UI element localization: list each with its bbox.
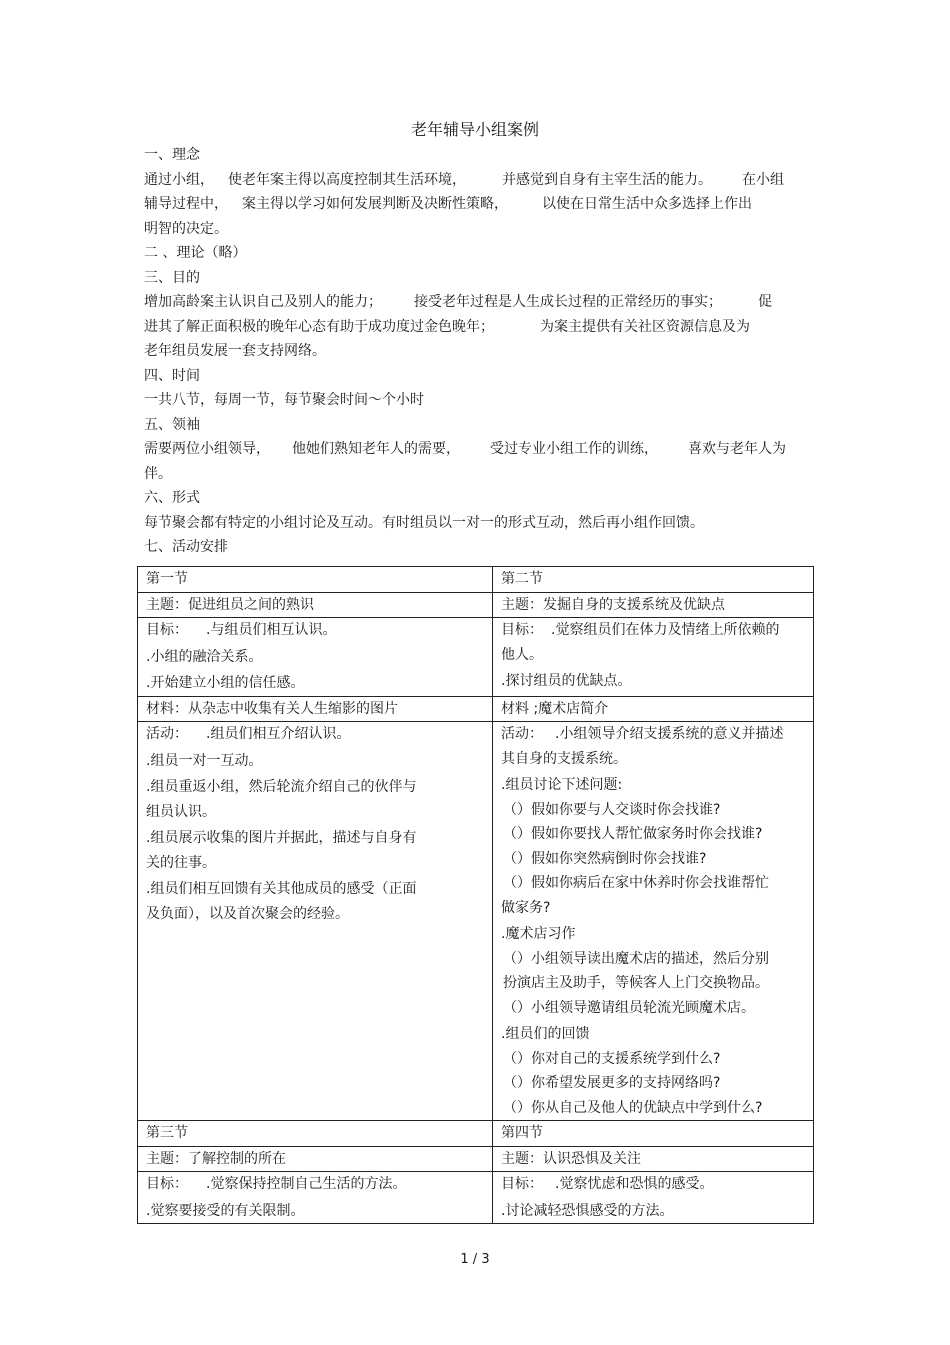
activity-line: （）假如你要找人帮忙做家务时你会找谁? [503, 826, 763, 842]
activity-line: .组员重返小组，然后轮流介绍自己的伙伴与 [146, 779, 417, 795]
goal-line: .开始建立小组的信任感。 [146, 675, 305, 691]
section-heading-leader: 五、领袖 [144, 416, 200, 433]
activity-text: .组员们相互介绍认识。 [206, 726, 351, 742]
document-body [144, 143, 810, 560]
session-1-theme: 主题：促进组员之间的熟识 [138, 592, 493, 618]
text-run: 喜欢与老年人为 [688, 441, 786, 457]
goal-line [146, 618, 486, 643]
text-run: 进其了解正面积极的晚年心态有助于成功度过金色晚年； [144, 318, 494, 335]
text-run: 在小组 [742, 171, 784, 188]
section-heading-theory: 二 、理论（略） [144, 245, 247, 261]
activity-line: 其自身的支援系统。 [501, 750, 627, 767]
goal-line: .讨论减轻恐惧感受的方法。 [501, 1202, 674, 1219]
activity-line: （）小组领导读出魔术店的描述，然后分别 [503, 950, 769, 967]
goal-paragraph [144, 290, 810, 364]
leader-paragraph [144, 437, 810, 486]
activity-line: 扮演店主及助手，等候客人上门交换物品。 [503, 975, 769, 991]
goal-label: 目标： [146, 622, 188, 638]
text-run: 促 [758, 294, 772, 310]
text-run: 受过专业小组工作的训练， [490, 441, 658, 457]
activity-text: .小组领导介绍支援系统的意义并描述 [555, 726, 784, 742]
section-heading-activity: 七、活动安排 [144, 539, 228, 555]
goal-text: .觉察忧虑和恐惧的感受。 [555, 1176, 714, 1192]
idea-paragraph [144, 168, 810, 242]
table-row [138, 696, 814, 722]
activity-line: 关的往事。 [146, 854, 216, 871]
session-1-goals [138, 618, 493, 697]
table-row [138, 567, 814, 593]
document-title: 老年辅导小组案例 [410, 120, 539, 139]
activity-line: 及负面），以及首次聚会的经验。 [146, 905, 349, 922]
activity-line: .组员一对一互动。 [146, 752, 263, 769]
goal-line: .觉察要接受的有关限制。 [146, 1202, 305, 1219]
table-row [138, 592, 814, 618]
goal-line: .小组的融洽关系。 [146, 648, 263, 665]
session-3-title: 第三节 [138, 1121, 493, 1147]
activity-line: （）你希望发展更多的支持网络吗? [503, 1075, 721, 1091]
goal-line [501, 618, 807, 643]
session-1-title: 第一节 [138, 567, 493, 593]
session-2-title: 第二节 [493, 567, 814, 593]
goal-label: 目标： [501, 622, 543, 638]
section-heading-form: 六、形式 [144, 490, 200, 506]
activity-line: （）小组领导邀请组员轮流光顾魔术店。 [503, 999, 755, 1016]
table-row [138, 1146, 814, 1172]
activity-line: （）你对自己的支援系统学到什么? [503, 1050, 721, 1067]
activity-label: 活动： [501, 726, 543, 742]
text-run: 以使在日常生活中众多选择上作出 [542, 196, 752, 212]
table-row [138, 1121, 814, 1147]
form-paragraph: 每节聚会都有特定的小组讨论及互动。有时组员以一对一的形式互动，然后再小组作回馈。 [144, 514, 704, 531]
text-run: 需要两位小组领导， [144, 441, 270, 457]
text-run: 伴。 [144, 465, 172, 482]
activity-line: .魔术店习作 [501, 926, 576, 942]
activity-line: 做家务? [501, 899, 551, 916]
table-row [138, 1172, 814, 1224]
section-heading-goal: 三、目的 [144, 269, 200, 286]
session-2-activities [493, 722, 814, 1121]
activity-line: 组员认识。 [146, 803, 216, 820]
session-3-theme: 主题：了解控制的所在 [138, 1146, 493, 1172]
section-heading-idea: 一、理念 [144, 147, 200, 163]
text-run: 通过小组， [144, 171, 214, 188]
table-row [138, 618, 814, 697]
goal-line: .探讨组员的优缺点。 [501, 673, 632, 689]
activity-line: （）假如你突然病倒时你会找谁? [503, 850, 707, 867]
text-run: 为案主提供有关社区资源信息及为 [540, 318, 750, 335]
table-row [138, 722, 814, 1121]
session-2-theme: 主题：发掘自身的支援系统及优缺点 [493, 592, 814, 618]
session-1-material: 材料：从杂志中收集有关人生缩影的图片 [138, 696, 493, 722]
page-number: 1 / 3 [460, 1252, 490, 1267]
session-4-theme: 主题：认识恐惧及关注 [493, 1146, 814, 1172]
activity-line [501, 722, 807, 747]
activity-line: （）你从自己及他人的优缺点中学到什么? [503, 1099, 763, 1116]
text-run: 接受老年过程是人生成长过程的正常经历的事实； [414, 294, 722, 310]
session-4-title: 第四节 [493, 1121, 814, 1147]
time-paragraph: 一共八节，每周一节，每节聚会时间～个小时 [144, 392, 424, 408]
session-4-goals [493, 1172, 814, 1224]
goal-line [146, 1172, 486, 1197]
session-1-activities [138, 722, 493, 1121]
text-run: 并感觉到自身有主宰生活的能力。 [502, 171, 712, 188]
text-run: 案主得以学习如何发展判断及决断性策略， [242, 196, 508, 212]
text-run: 老年组员发展一套支持网络。 [144, 343, 326, 359]
activity-label: 活动： [146, 726, 188, 742]
text-run: 他她们熟知老年人的需要， [292, 441, 460, 457]
activity-line: .组员展示收集的图片并据此，描述与自身有 [146, 830, 417, 846]
goal-text: .觉察保持控制自己生活的方法。 [206, 1176, 407, 1192]
activity-line: .组员们相互回馈有关其他成员的感受（正面 [146, 881, 417, 897]
activity-line: .组员们的回馈 [501, 1026, 590, 1042]
session-2-material: 材料 ;魔术店简介 [493, 696, 814, 722]
goal-line: 他人。 [501, 646, 543, 663]
text-run: 明智的决定。 [144, 220, 228, 237]
text-run: 辅导过程中， [144, 196, 228, 212]
activity-line: .组员讨论下述问题: [501, 777, 623, 793]
activity-line: （）假如你要与人交谈时你会找谁? [503, 801, 721, 818]
text-run: 使老年案主得以高度控制其生活环境， [228, 171, 466, 188]
session-2-goals [493, 618, 814, 697]
goal-label: 目标： [146, 1176, 188, 1192]
goal-line [501, 1172, 807, 1197]
goal-label: 目标： [501, 1176, 543, 1192]
goal-text: .与组员们相互认识。 [206, 622, 337, 638]
section-heading-time: 四、时间 [144, 367, 200, 384]
goal-text: .觉察组员们在体力及情绪上所依赖的 [551, 622, 780, 638]
activity-line: （）假如你病后在家中休养时你会找谁帮忙 [503, 875, 769, 891]
activity-line [146, 722, 486, 747]
text-run: 增加高龄案主认识自己及别人的能力； [144, 294, 382, 310]
activity-schedule-table [137, 566, 814, 1224]
session-3-goals [138, 1172, 493, 1224]
